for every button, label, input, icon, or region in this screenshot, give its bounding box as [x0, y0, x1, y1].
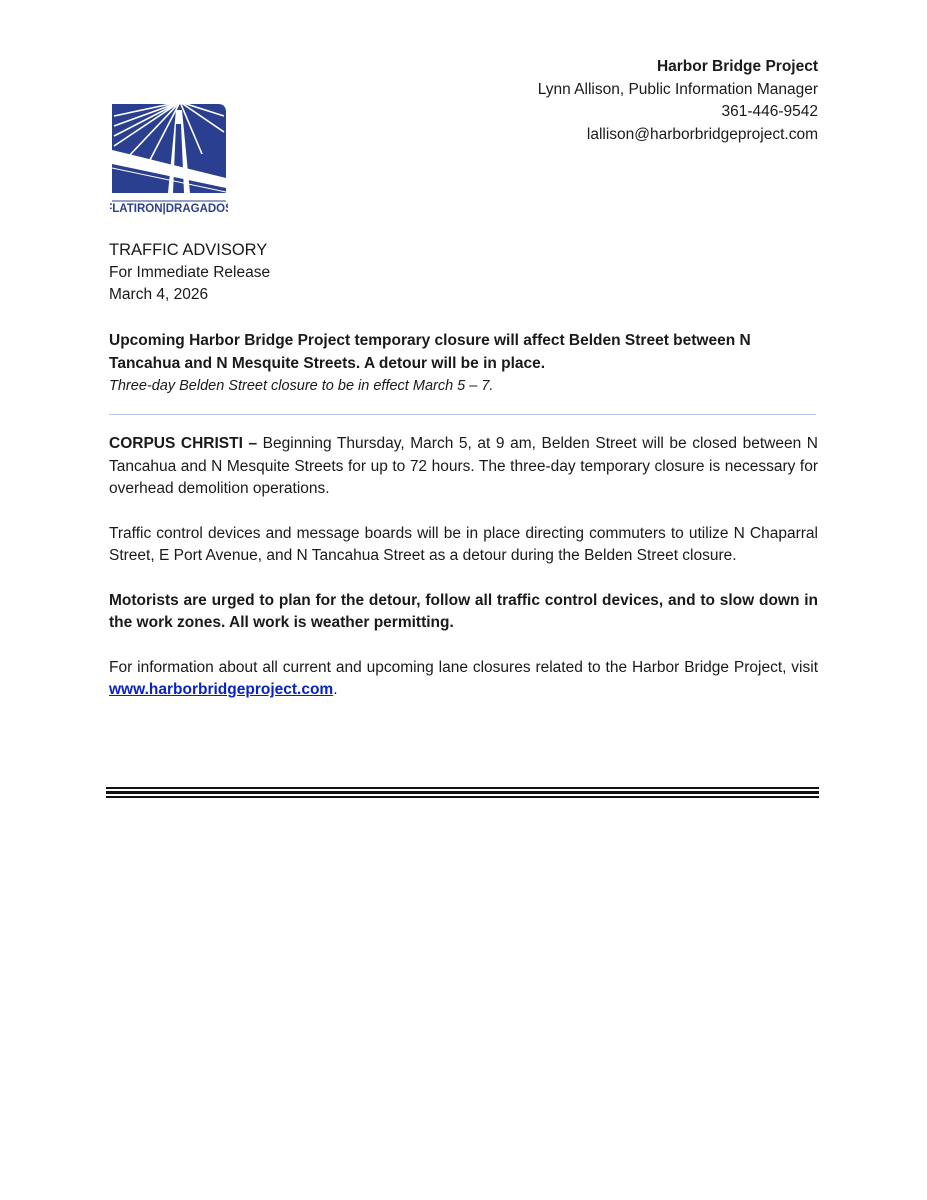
dateline: CORPUS CHRISTI – [109, 435, 258, 452]
footer-rule-middle [106, 791, 819, 794]
paragraph-2: Traffic control devices and message boards will be in place directing commuters to utilize N Chaparral Street, E Port Avenue, and N Tancahua Street as a detour during the Belden Street closure. [109, 524, 818, 564]
contact-person: Lynn Allison, Public Information Manager [537, 80, 818, 98]
contact-block [538, 56, 818, 146]
bridge-logo-icon [110, 102, 228, 218]
company-logo [110, 102, 228, 218]
advisory-block [109, 239, 270, 307]
divider [109, 414, 816, 415]
contact-phone: 361-446-9542 [721, 103, 818, 120]
headline-title: Upcoming Harbor Bridge Project temporary closure will affect Belden Street between N Tancahua and N Mesquite Streets. A detour will be in place. [109, 332, 751, 372]
advisory-kind: TRAFFIC ADVISORY [109, 241, 268, 259]
paragraph-1-text: Beginning Thursday, March 5, at 9 am, Belden Street will be closed between N Tancahua and N Mesquite Streets for up to 72 hours. The three-day temporary closure is necessary for overhead demolition operations. [109, 435, 818, 497]
footer-rule-bottom [106, 796, 819, 798]
release-line: For Immediate Release [109, 263, 271, 281]
paragraph-4-text: For information about all current and upcoming lane closures related to the Harbor Bridge Project, visit [109, 658, 818, 676]
contact-org: Harbor Bridge Project [656, 58, 818, 75]
contact-email: lallison@harborbridgeproject.com [586, 125, 818, 143]
logo-text: FLATIRON|DRAGADOS [110, 203, 228, 215]
paragraph-1 [109, 433, 818, 501]
footer-rule-top [106, 787, 819, 789]
paragraph-4-end: . [333, 681, 338, 698]
article-body [109, 433, 818, 724]
paragraph-3: Motorists are urged to plan for the detour, follow all traffic control devices, and to slow down in the work zones. All work is weather permitting. [109, 591, 818, 631]
release-date: March 4, 2026 [109, 286, 209, 303]
headline-block [109, 330, 819, 398]
website-link[interactable]: www.harborbridgeproject.com [109, 681, 334, 698]
paragraph-4 [109, 657, 818, 702]
headline-subtitle: Three-day Belden Street closure to be in effect March 5 – 7. [109, 378, 494, 394]
